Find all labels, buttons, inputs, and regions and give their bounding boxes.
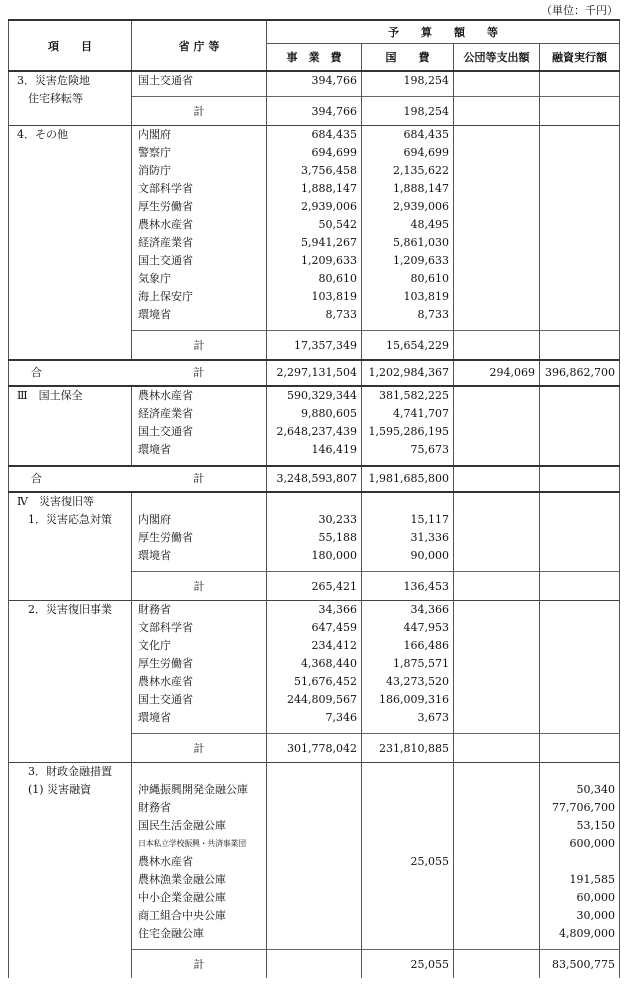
financing-value: 600,000	[569, 837, 615, 850]
subtotal-project: 301,778,042	[287, 742, 357, 755]
financing-value	[540, 162, 615, 180]
national-cost-value: 4,741,707	[393, 407, 449, 420]
project-cost-value: 103,819	[311, 290, 357, 303]
ministry-name: 農林漁業金融公庫	[138, 873, 226, 886]
public-org-value	[454, 288, 535, 306]
grand-project: 2,297,131,504	[276, 366, 357, 379]
ministry-name: 国民生活金融公庫	[138, 819, 226, 832]
national-cost-value	[362, 889, 449, 907]
project-cost-value	[267, 889, 357, 907]
subtotal-label: 計	[193, 580, 205, 593]
financing-value: 77,706,700	[552, 801, 615, 814]
financing-value	[540, 288, 615, 306]
public-org-value	[454, 781, 535, 799]
subtotal-public	[454, 337, 535, 355]
financing-value	[540, 216, 615, 234]
financing-value	[540, 387, 615, 405]
public-org-value	[454, 162, 535, 180]
public-org-value	[454, 817, 535, 835]
financing-value	[540, 619, 615, 637]
project-cost-value: 80,610	[318, 272, 357, 285]
ministry-name: 農林水産省	[138, 855, 193, 868]
national-col	[362, 71, 454, 97]
national-cost-value: 447,953	[403, 621, 449, 634]
public-col	[454, 126, 540, 331]
national-cost-value: 90,000	[410, 549, 449, 562]
public-org-value	[454, 72, 535, 90]
grand-national: 1,202,984,367	[368, 366, 449, 379]
financing-value	[540, 691, 615, 709]
project-cost-value: 4,368,440	[301, 657, 357, 670]
project-col	[267, 601, 362, 734]
subtotal-public	[454, 956, 535, 974]
project-col	[267, 126, 362, 331]
financing-value	[540, 673, 615, 691]
national-cost-value: 31,336	[410, 531, 449, 544]
subtotal-label: 計	[193, 105, 205, 118]
financing-value	[540, 198, 615, 216]
financing-value	[540, 709, 615, 727]
national-cost-value: 1,209,633	[393, 254, 449, 267]
public-org-value	[454, 405, 535, 423]
national-cost-value	[362, 835, 449, 853]
financing-value	[540, 529, 615, 547]
financing-value	[540, 853, 615, 871]
project-cost-value	[267, 781, 357, 799]
subtotal-national: 231,810,885	[379, 742, 449, 755]
public-org-value	[454, 493, 535, 511]
public-org-value	[454, 853, 535, 871]
ministry-name: 国土交通省	[138, 74, 193, 87]
ministry-name: 内閣府	[138, 513, 171, 526]
project-cost-value: 5,941,267	[301, 236, 357, 249]
subtotal-national: 15,654,229	[386, 339, 449, 352]
national-cost-value: 2,939,006	[393, 200, 449, 213]
national-cost-value: 381,582,225	[379, 389, 449, 402]
national-cost-value	[362, 799, 449, 817]
financing-value	[540, 144, 615, 162]
financing-value	[540, 252, 615, 270]
national-cost-value: 684,435	[403, 128, 449, 141]
ministry-name: 国土交通省	[138, 425, 193, 438]
ministry-name	[138, 763, 266, 781]
header-national-cost: 国 費	[362, 44, 454, 72]
subtotal-project: 265,421	[311, 580, 357, 593]
financing-value	[540, 180, 615, 198]
ministry-name: 厚生労働省	[138, 200, 193, 213]
project-cost-value: 34,366	[318, 603, 357, 616]
subtotal-label: 計	[193, 958, 205, 971]
financing-value	[540, 441, 615, 459]
finance-col	[540, 763, 620, 950]
section-item	[9, 763, 132, 979]
financing-value	[540, 493, 615, 511]
grand-total-row	[9, 360, 620, 386]
public-org-value	[454, 126, 535, 144]
financing-value: 30,000	[576, 909, 615, 922]
national-cost-value: 15,117	[410, 513, 449, 526]
national-cost-value	[362, 871, 449, 889]
ministry-name: 農林水産省	[138, 675, 193, 688]
public-org-value	[454, 547, 535, 565]
finance-col	[540, 601, 620, 734]
national-cost-value: 198,254	[403, 74, 449, 87]
financing-value: 50,340	[576, 783, 615, 796]
public-org-value	[454, 511, 535, 529]
national-cost-value	[362, 763, 449, 781]
public-org-value	[454, 673, 535, 691]
section-block	[9, 601, 620, 734]
ministry-col	[132, 601, 267, 734]
grand-national: 1,981,685,800	[368, 472, 449, 485]
item-label: 2．災害復旧事業	[17, 603, 112, 616]
item-label: 住宅移転等	[17, 92, 83, 105]
national-cost-value: 8,733	[417, 308, 449, 321]
national-col	[362, 126, 454, 331]
national-cost-value: 103,819	[403, 290, 449, 303]
ministry-name: 警察庁	[138, 146, 171, 159]
grand-public: 294,069	[489, 366, 535, 379]
project-cost-value: 234,412	[311, 639, 357, 652]
financing-value	[540, 126, 615, 144]
financing-value: 53,150	[576, 819, 615, 832]
public-org-value	[454, 198, 535, 216]
ministry-col	[132, 492, 267, 572]
ministry-name: 沖縄振興開発金融公庫	[138, 783, 248, 796]
ministry-name: 環境省	[138, 443, 171, 456]
public-org-value	[454, 799, 535, 817]
section-block	[9, 763, 620, 950]
national-cost-value: 2,135,622	[393, 164, 449, 177]
ministry-name: 環境省	[138, 308, 171, 321]
project-col	[267, 71, 362, 97]
subtotal-national: 25,055	[410, 958, 449, 971]
national-cost-value: 34,366	[410, 603, 449, 616]
project-cost-value: 2,648,237,439	[276, 425, 357, 438]
budget-table	[8, 19, 620, 978]
project-cost-value: 9,880,605	[301, 407, 357, 420]
public-col	[454, 386, 540, 466]
project-cost-value: 51,676,452	[294, 675, 357, 688]
ministry-name: 文化庁	[138, 639, 171, 652]
ministry-name: 財務省	[138, 603, 171, 616]
subtotal-finance	[540, 578, 615, 596]
financing-value	[540, 655, 615, 673]
project-cost-value: 244,809,567	[287, 693, 357, 706]
project-cost-value: 694,699	[311, 146, 357, 159]
subtotal-national: 136,453	[403, 580, 449, 593]
national-col	[362, 386, 454, 466]
ministry-name: 国土交通省	[138, 693, 193, 706]
public-org-value	[454, 691, 535, 709]
section-block	[9, 386, 620, 466]
national-cost-value	[362, 907, 449, 925]
project-cost-value: 30,233	[318, 513, 357, 526]
item-label: Ⅲ 国土保全	[17, 389, 83, 402]
national-cost-value: 5,861,030	[393, 236, 449, 249]
financing-value	[540, 763, 615, 781]
national-cost-value	[362, 817, 449, 835]
project-cost-value: 684,435	[311, 128, 357, 141]
subtotal-project	[267, 956, 357, 974]
project-cost-value: 1,209,633	[301, 254, 357, 267]
header-financing: 融資実行額	[540, 44, 620, 72]
project-cost-value: 3,756,458	[301, 164, 357, 177]
ministry-name: 住宅金融公庫	[138, 927, 204, 940]
financing-value	[540, 270, 615, 288]
financing-value	[540, 511, 615, 529]
public-org-value	[454, 234, 535, 252]
public-org-value	[454, 180, 535, 198]
header-budget-group: 予 算 額 等	[267, 20, 620, 44]
header-ministry: 省 庁 等	[132, 20, 267, 71]
item-label: 4．その他	[17, 128, 68, 141]
grand-total-label: 計	[193, 472, 205, 485]
grand-project: 3,248,593,807	[276, 472, 357, 485]
national-cost-value: 1,888,147	[393, 182, 449, 195]
public-org-value	[454, 619, 535, 637]
ministry-name: 厚生労働省	[138, 657, 193, 670]
section-block	[9, 71, 620, 97]
financing-value	[540, 423, 615, 441]
project-cost-value	[267, 493, 357, 511]
header-item: 項 目	[9, 20, 132, 71]
financing-value	[540, 72, 615, 90]
ministry-name: 経済産業省	[138, 407, 193, 420]
ministry-col	[132, 71, 267, 97]
public-org-value	[454, 441, 535, 459]
finance-col	[540, 126, 620, 331]
subtotal-national: 198,254	[403, 105, 449, 118]
item-label: 3．財政金融措置	[17, 765, 112, 778]
project-cost-value	[267, 925, 357, 943]
project-cost-value: 146,419	[311, 443, 357, 456]
public-org-value	[454, 270, 535, 288]
ministry-name: 農林水産省	[138, 218, 193, 231]
project-col	[267, 492, 362, 572]
public-org-value	[454, 889, 535, 907]
project-cost-value: 55,188	[318, 531, 357, 544]
public-org-value	[454, 907, 535, 925]
grand-total-label: 合	[31, 472, 42, 485]
subtotal-label: 計	[193, 339, 205, 352]
project-cost-value: 590,329,344	[287, 389, 357, 402]
financing-value: 4,809,000	[559, 927, 615, 940]
public-org-value	[454, 423, 535, 441]
ministry-name: 消防庁	[138, 164, 171, 177]
financing-value	[540, 601, 615, 619]
project-col	[267, 386, 362, 466]
item-label: 1．災害応急対策	[17, 513, 112, 526]
project-cost-value: 2,939,006	[301, 200, 357, 213]
public-col	[454, 601, 540, 734]
grand-total-label: 合	[31, 366, 42, 379]
national-cost-value: 694,699	[403, 146, 449, 159]
project-cost-value	[267, 799, 357, 817]
financing-value	[540, 405, 615, 423]
subtotal-label: 計	[193, 742, 205, 755]
public-org-value	[454, 252, 535, 270]
grand-finance	[540, 470, 615, 488]
public-org-value	[454, 216, 535, 234]
item-label: (1) 災害融資	[17, 783, 92, 796]
section-block	[9, 492, 620, 572]
public-org-value	[454, 835, 535, 853]
ministry-name: 環境省	[138, 711, 171, 724]
project-cost-value	[267, 817, 357, 835]
ministry-col	[132, 763, 267, 950]
item-label: 3．災害危険地	[17, 74, 90, 87]
section-block	[9, 126, 620, 331]
public-org-value	[454, 709, 535, 727]
national-cost-value	[362, 925, 449, 943]
project-cost-value	[267, 763, 357, 781]
ministry-name: 中小企業金融公庫	[138, 891, 226, 904]
financing-value: 191,585	[569, 873, 615, 886]
public-org-value	[454, 601, 535, 619]
ministry-name: 経済産業省	[138, 236, 193, 249]
subtotal-project: 17,357,349	[294, 339, 357, 352]
table-body	[9, 71, 620, 978]
public-org-value	[454, 529, 535, 547]
national-col	[362, 492, 454, 572]
section-item	[9, 386, 132, 466]
project-col	[267, 763, 362, 950]
section-item	[9, 71, 132, 126]
ministry-col	[132, 386, 267, 466]
financing-value	[540, 637, 615, 655]
grand-total-label: 計	[193, 366, 205, 379]
ministry-name: 内閣府	[138, 128, 171, 141]
project-cost-value	[267, 907, 357, 925]
ministry-name: 日本私立学校振興・共済事業団	[138, 839, 246, 848]
subtotal-finance	[540, 337, 615, 355]
ministry-name: 文部科学省	[138, 621, 193, 634]
finance-col	[540, 492, 620, 572]
national-cost-value: 48,495	[410, 218, 449, 231]
national-cost-value: 80,610	[410, 272, 449, 285]
public-org-value	[454, 655, 535, 673]
finance-col	[540, 71, 620, 97]
section-item	[9, 601, 132, 763]
national-cost-value: 43,273,520	[386, 675, 449, 688]
project-cost-value	[267, 853, 357, 871]
unit-note: （単位：千円）	[541, 4, 618, 17]
financing-value: 60,000	[576, 891, 615, 904]
section-item	[9, 492, 132, 601]
ministry-name: 財務省	[138, 801, 171, 814]
project-cost-value: 1,888,147	[301, 182, 357, 195]
subtotal-finance: 83,500,775	[552, 958, 615, 971]
project-cost-value: 50,542	[318, 218, 357, 231]
project-cost-value: 8,733	[325, 308, 357, 321]
ministry-name: 海上保安庁	[138, 290, 193, 303]
ministry-col	[132, 126, 267, 331]
item-label: Ⅳ 災害復旧等	[17, 495, 94, 508]
public-col	[454, 492, 540, 572]
public-org-value	[454, 637, 535, 655]
national-cost-value: 186,009,316	[379, 693, 449, 706]
public-org-value	[454, 306, 535, 324]
national-cost-value: 3,673	[417, 711, 449, 724]
ministry-name: 農林水産省	[138, 389, 193, 402]
header-public-org: 公団等支出額	[454, 44, 540, 72]
financing-value	[540, 306, 615, 324]
subtotal-public	[454, 103, 535, 121]
public-org-value	[454, 387, 535, 405]
public-org-value	[454, 925, 535, 943]
national-cost-value	[362, 493, 449, 511]
national-cost-value: 25,055	[410, 855, 449, 868]
finance-col	[540, 386, 620, 466]
ministry-name: 気象庁	[138, 272, 171, 285]
ministry-name: 商工組合中央公庫	[138, 909, 226, 922]
grand-total-row	[9, 466, 620, 492]
subtotal-public	[454, 578, 535, 596]
national-cost-value: 166,486	[403, 639, 449, 652]
financing-value	[540, 234, 615, 252]
ministry-name: 文部科学省	[138, 182, 193, 195]
national-cost-value: 1,875,571	[393, 657, 449, 670]
public-org-value	[454, 144, 535, 162]
ministry-name: 国土交通省	[138, 254, 193, 267]
project-cost-value: 394,766	[311, 74, 357, 87]
public-col	[454, 71, 540, 97]
subtotal-finance	[540, 740, 615, 758]
project-cost-value: 647,459	[311, 621, 357, 634]
ministry-name	[138, 493, 266, 511]
ministry-name: 環境省	[138, 549, 171, 562]
financing-value	[540, 547, 615, 565]
grand-finance: 396,862,700	[545, 366, 615, 379]
project-cost-value	[267, 835, 357, 853]
subtotal-project: 394,766	[311, 105, 357, 118]
national-col	[362, 763, 454, 950]
ministry-name: 厚生労働省	[138, 531, 193, 544]
public-org-value	[454, 763, 535, 781]
public-org-value	[454, 871, 535, 889]
national-col	[362, 601, 454, 734]
subtotal-finance	[540, 103, 615, 121]
public-col	[454, 763, 540, 950]
subtotal-public	[454, 740, 535, 758]
project-cost-value: 7,346	[325, 711, 357, 724]
section-item	[9, 126, 132, 361]
grand-public	[454, 470, 535, 488]
national-cost-value: 1,595,286,195	[368, 425, 449, 438]
project-cost-value: 180,000	[311, 549, 357, 562]
project-cost-value	[267, 871, 357, 889]
national-cost-value	[362, 781, 449, 799]
header-project-cost: 事 業 費	[267, 44, 362, 72]
national-cost-value: 75,673	[410, 443, 449, 456]
